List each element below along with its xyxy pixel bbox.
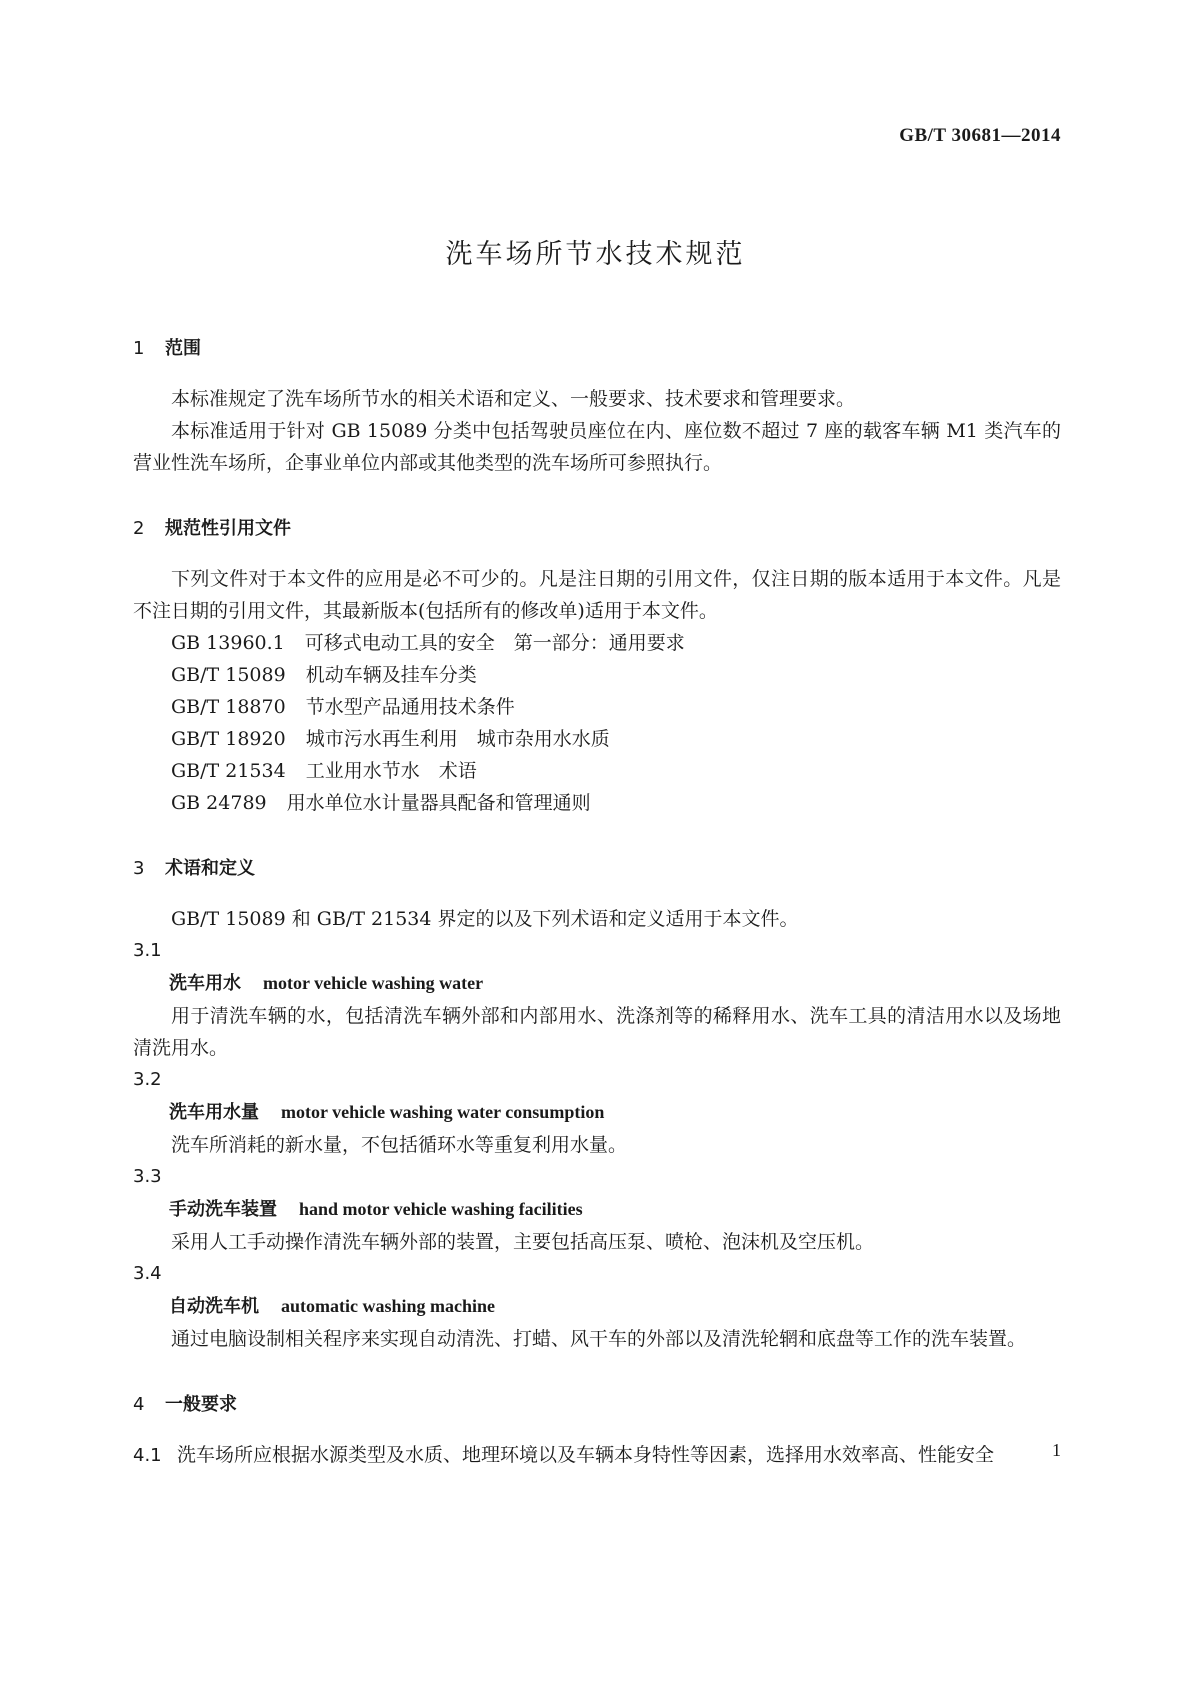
section-number: 4: [133, 1394, 145, 1415]
reference-code: GB/T 18920: [171, 728, 286, 750]
term-zh: 手动洗车装置: [169, 1199, 277, 1220]
reference-title: 工业用水节水 术语: [305, 760, 477, 782]
reference-title: 可移式电动工具的安全 第一部分：通用要求: [304, 632, 685, 654]
section-title: 一般要求: [165, 1394, 237, 1415]
section-4-heading: [133, 1391, 1061, 1419]
term-heading: [133, 967, 1061, 1000]
term-definition: 采用人工手动操作清洗车辆外部的装置，主要包括高压泵、喷枪、泡沫机及空压机。: [171, 1231, 875, 1253]
reference-title: 节水型产品通用技术条件: [305, 696, 515, 718]
section-3-heading: [133, 855, 1061, 883]
section-1-paragraph-1: 本标准规定了洗车场所节水的相关术语和定义、一般要求、技术要求和管理要求。: [171, 388, 856, 410]
page-number: 1: [1052, 1440, 1061, 1460]
section-title: 术语和定义: [165, 858, 255, 879]
reference-item: [133, 755, 1061, 787]
reference-title: 用水单位水计量器具配备和管理通则: [286, 792, 591, 814]
reference-item: [133, 787, 1061, 819]
section-2-heading: [133, 515, 1061, 543]
term-number: 3.1: [133, 940, 162, 961]
section-title: 范围: [165, 338, 201, 359]
document-code: GB/T 30681—2014: [899, 125, 1061, 146]
clause-4-1: [133, 1439, 1061, 1472]
term-number: 3.2: [133, 1069, 162, 1090]
term-en: motor vehicle washing water consumption: [281, 1102, 605, 1122]
term-definition: 用于清洗车辆的水，包括清洗车辆外部和内部用水、洗涤剂等的稀释用水、洗车工具的清洁用水以及场地清洗用水。: [133, 1005, 1061, 1059]
term-zh: 洗车用水量: [169, 1102, 259, 1123]
section-number: 1: [133, 338, 145, 359]
term-en: automatic washing machine: [281, 1296, 496, 1316]
reference-code: GB/T 15089: [171, 664, 286, 686]
section-1-paragraph-2: 本标准适用于针对 GB 15089 分类中包括驾驶员座位在内、座位数不超过 7 座的载客车辆 M1 类汽车的营业性洗车场所，企事业单位内部或其他类型的洗车场所可参照执行。: [133, 420, 1061, 474]
term-heading: [133, 1096, 1061, 1129]
term-heading: [133, 1193, 1061, 1226]
reference-code: GB/T 18870: [171, 696, 286, 718]
clause-text: 洗车场所应根据水源类型及水质、地理环境以及车辆本身特性等因素，选择用水效率高、性能安全: [177, 1444, 995, 1466]
term-number: 3.4: [133, 1263, 162, 1284]
section-2-intro: 下列文件对于本文件的应用是必不可少的。凡是注日期的引用文件，仅注日期的版本适用于本文件。凡是不注日期的引用文件，其最新版本(包括所有的修改单)适用于本文件。: [133, 568, 1061, 622]
section-3-intro: GB/T 15089 和 GB/T 21534 界定的以及下列术语和定义适用于本文件。: [171, 908, 799, 930]
clause-number: 4.1: [133, 1445, 162, 1466]
reference-item: [133, 659, 1061, 691]
reference-item: [133, 723, 1061, 755]
section-title: 规范性引用文件: [165, 518, 291, 539]
term-zh: 自动洗车机: [169, 1296, 259, 1317]
reference-item: [133, 627, 1061, 659]
term-zh: 洗车用水: [169, 973, 241, 994]
reference-title: 机动车辆及挂车分类: [305, 664, 477, 686]
section-number: 2: [133, 518, 145, 539]
reference-code: GB 24789: [171, 792, 267, 814]
document-body: [133, 335, 1061, 1472]
term-heading: [133, 1290, 1061, 1323]
term-definition: 通过电脑设制相关程序来实现自动清洗、打蜡、风干车的外部以及清洗轮辋和底盘等工作的洗车装置。: [171, 1328, 1027, 1350]
reference-code: GB 13960.1: [171, 632, 285, 654]
term-en: hand motor vehicle washing facilities: [299, 1199, 583, 1219]
reference-title: 城市污水再生利用 城市杂用水水质: [305, 728, 610, 750]
document-title: 洗车场所节水技术规范: [445, 239, 746, 270]
section-number: 3: [133, 858, 145, 879]
reference-item: [133, 691, 1061, 723]
term-en: motor vehicle washing water: [263, 973, 484, 993]
term-number: 3.3: [133, 1166, 162, 1187]
section-1-heading: [133, 335, 1061, 363]
reference-code: GB/T 21534: [171, 760, 286, 782]
term-definition: 洗车所消耗的新水量，不包括循环水等重复利用水量。: [171, 1134, 628, 1156]
